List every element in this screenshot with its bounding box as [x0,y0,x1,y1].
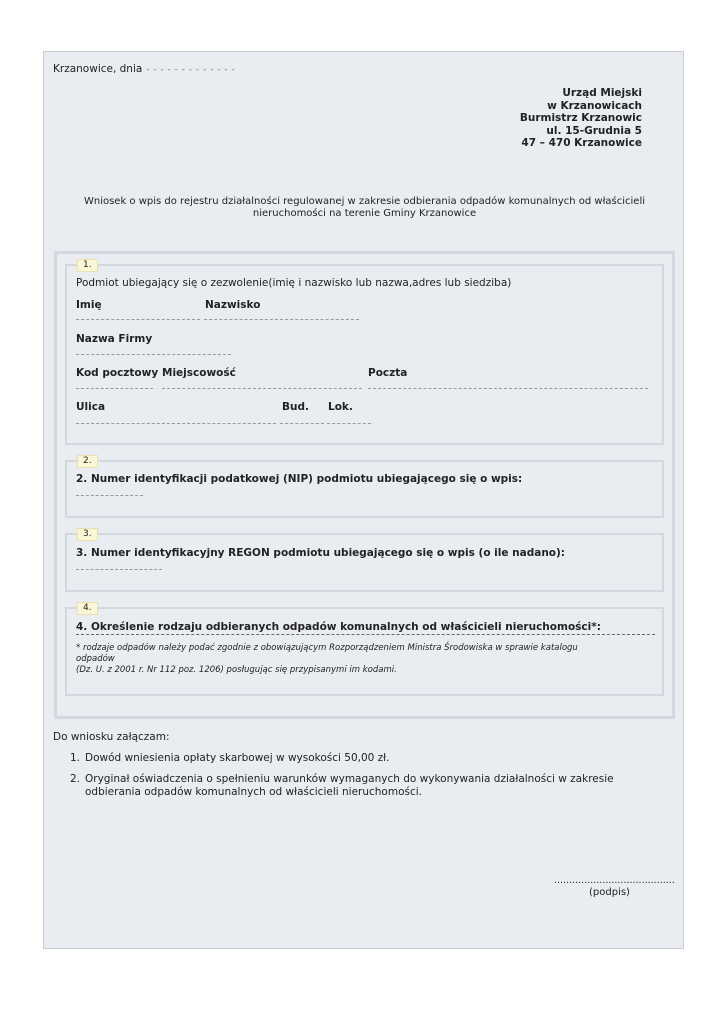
unit-input[interactable] [327,423,371,424]
first-name-label: Imię [76,299,102,311]
note-line-1: * rodzaje odpadów należy podać zgodnie z obowiązującym Rozporządzeniem Ministra Środowiska w sprawie katalogu [76,643,578,653]
attachment-number: 2. [70,773,81,785]
waste-types-input[interactable] [76,634,655,635]
waste-types-note [76,643,646,676]
building-input[interactable] [280,423,324,424]
company-label: Nazwa Firmy [76,333,153,345]
recipient-street: ul. 15-Grudnia 5 [546,124,642,137]
recipient-mayor: Burmistrz Krzanowic [519,112,642,124]
recipient-office: Urząd Miejski [562,87,642,99]
section-2-heading: 2. Numer identyfikacji podatkowej (NIP) podmiotu ubiegającego się o wpis: [76,473,523,485]
section-1-legend: 1. [77,259,98,272]
section-1-heading: Podmiot ubiegający się o zezwolenie(imię i nazwisko lub nazwa,adres lub siedziba) [76,277,512,289]
regon-input[interactable] [76,569,162,570]
city-label: Miejscowość [162,367,236,379]
attachment-text: Dowód wniesienia opłaty skarbowej w wysokości 50,00 zł. [85,752,390,764]
last-name-label: Nazwisko [205,299,261,311]
last-name-input[interactable] [204,319,359,320]
recipient-postcode: 47 – 470 Krzanowice [521,137,642,149]
form-title-line2: nieruchomości na terenie Gminy Krzanowice [252,208,477,219]
place-date-label: Krzanowice, dnia [53,63,143,75]
form-title-line1: Wniosek o wpis do rejestru działalności regulowanej w zakresie odbierania odpadów komunalnych od właścicieli [83,196,646,207]
section-3-legend: 3. [77,528,98,541]
street-label: Ulica [76,401,106,413]
city-input[interactable] [162,388,362,389]
postal-code-input[interactable] [76,388,153,389]
street-input[interactable] [76,423,276,424]
unit-label: Lok. [328,401,353,413]
section-applicant [65,260,664,445]
company-input[interactable] [76,354,231,355]
date-input[interactable]: - - - - - - - - - - - - - - [139,65,236,75]
recipient-location: w Krzanowicach [547,99,642,112]
nip-input[interactable] [76,495,143,496]
form-page [43,51,684,949]
form-title [44,196,685,220]
signature-label: (podpis) [589,887,630,898]
attachment-number: 1. [70,752,81,764]
postal-code-label: Kod pocztowy [76,367,159,379]
attachment-text: Oryginał oświadczenia o spełnieniu warunków wymaganych do wykonywania działalności w zakresie odbierania odpadów komunalnych od właścicieli nieruchomości. [85,773,614,798]
section-regon [65,529,664,592]
post-office-label: Poczta [368,367,408,379]
first-name-input[interactable] [76,319,200,320]
recipient-address [520,87,642,150]
note-line-3: (Dz. U. z 2001 r. Nr 112 poz. 1206) posługując się przypisanymi im kodami. [76,665,397,675]
note-line-2: odpadów [76,654,115,664]
section-3-heading: 3. Numer identyfikacyjny REGON podmiotu ubiegającego się o wpis (o ile nadano): [76,547,566,559]
section-waste-types [65,603,664,696]
section-4-legend: 4. [77,602,98,615]
attachments-label: Do wniosku załączam: [53,731,170,743]
section-2-legend: 2. [77,455,98,468]
section-4-heading: 4. Określenie rodzaju odbieranych odpadów komunalnych od właścicieli nieruchomości*: [76,621,601,633]
signature-line: ........................................ [554,875,675,886]
building-label: Bud. [282,401,309,413]
post-office-input[interactable] [368,388,648,389]
section-nip [65,456,664,518]
